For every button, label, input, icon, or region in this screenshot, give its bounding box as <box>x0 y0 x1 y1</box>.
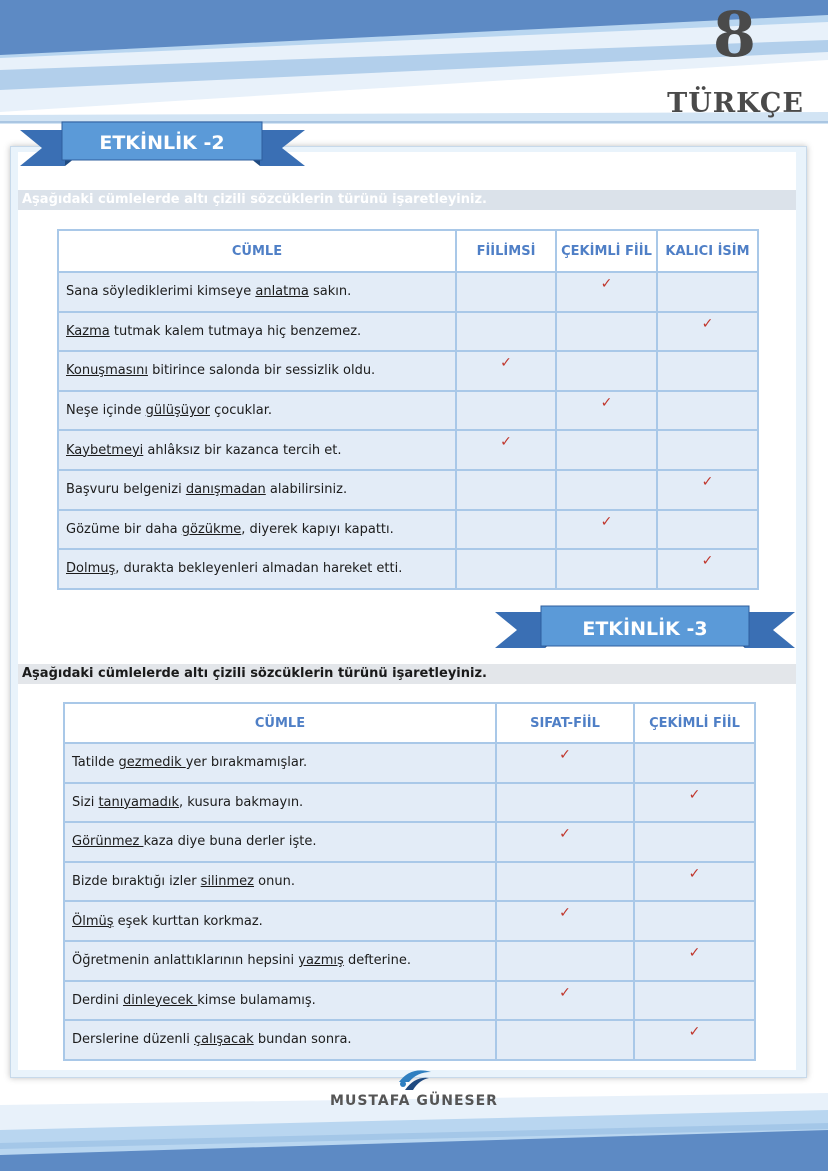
sentence-text: Sizi <box>72 794 99 810</box>
grade-number: 8 <box>712 0 756 71</box>
table-row <box>58 510 758 550</box>
answer-cell[interactable] <box>556 391 657 431</box>
underlined-word: tanıyamadık <box>98 794 180 810</box>
checkmark-icon: ✓ <box>688 1024 701 1041</box>
sentence-text: bundan sonra. <box>253 1032 352 1048</box>
checkmark-icon: ✓ <box>600 394 613 411</box>
answer-cell[interactable] <box>657 312 758 352</box>
checkmark-icon: ✓ <box>600 276 613 292</box>
table-row <box>64 1020 755 1060</box>
underlined-word: silinmez <box>200 874 255 890</box>
column-header-finite-verb: ÇEKİMLİ FİİL <box>634 703 755 743</box>
answer-cell[interactable] <box>456 391 556 431</box>
answer-cell[interactable] <box>496 981 634 1021</box>
checkmark-icon: ✓ <box>688 865 701 882</box>
sentence-cell <box>64 822 496 862</box>
table-row <box>58 312 758 352</box>
sentence-cell <box>64 783 496 823</box>
sentence-text: çocuklar. <box>209 403 272 419</box>
sentence-text: bitirince salonda bir sessizlik oldu. <box>147 363 376 379</box>
answer-cell[interactable] <box>556 272 657 312</box>
activity2-title: ETKİNLİK -2 <box>99 132 225 154</box>
sentence-text: , kusura bakmayın. <box>179 794 304 810</box>
activity3-title: ETKİNLİK -3 <box>582 618 708 640</box>
sentence-cell <box>58 430 456 470</box>
underlined-word: Kaybetmeyi <box>66 442 144 458</box>
answer-cell[interactable] <box>496 822 634 862</box>
answer-cell[interactable] <box>657 470 758 510</box>
sentence-text: Sana söylediklerimi kimseye <box>66 284 256 300</box>
underlined-word: Kazma <box>66 323 110 339</box>
underlined-word: Görünmez <box>72 834 144 850</box>
answer-cell[interactable] <box>634 981 755 1021</box>
sentence-cell <box>64 862 496 902</box>
sentence-text: defterine. <box>343 953 411 969</box>
column-header-permanent-noun: KALICI İSİM <box>657 230 758 272</box>
answer-cell[interactable] <box>556 510 657 550</box>
sentence-cell <box>58 391 456 431</box>
answer-cell[interactable] <box>657 430 758 470</box>
answer-cell[interactable] <box>496 901 634 941</box>
underlined-word: gözükme <box>181 521 242 537</box>
sentence-cell <box>58 470 456 510</box>
underlined-word: Dolmuş <box>66 561 116 577</box>
answer-cell[interactable] <box>634 743 755 783</box>
sentence-text: kimse bulamamış. <box>197 992 316 1008</box>
sentence-text: Tatilde <box>72 755 119 771</box>
answer-cell[interactable] <box>456 351 556 391</box>
brand-name: MUSTAFA GÜNESER <box>330 1093 498 1109</box>
underlined-word: yazmış <box>298 953 344 969</box>
checkmark-icon: ✓ <box>500 434 512 451</box>
answer-cell[interactable] <box>496 743 634 783</box>
answer-cell[interactable] <box>556 470 657 510</box>
checkmark-icon: ✓ <box>701 473 714 490</box>
underlined-word: danışmadan <box>185 482 266 498</box>
answer-cell[interactable] <box>556 351 657 391</box>
table-row <box>64 822 755 862</box>
answer-cell[interactable] <box>657 391 758 431</box>
sentence-text: Neşe içinde <box>66 403 146 419</box>
answer-cell[interactable] <box>456 470 556 510</box>
answer-cell[interactable] <box>456 549 556 589</box>
answer-cell[interactable] <box>556 430 657 470</box>
sentence-cell <box>58 351 456 391</box>
sentence-cell <box>58 312 456 352</box>
checkmark-icon: ✓ <box>559 984 571 1001</box>
underlined-word: Ölmüş <box>72 913 114 929</box>
table-row <box>58 272 758 312</box>
sentence-cell <box>64 743 496 783</box>
table-row <box>58 470 758 510</box>
checkmark-icon: ✓ <box>559 826 571 843</box>
sentence-cell <box>64 941 496 981</box>
sentence-text: eşek kurttan korkmaz. <box>113 913 263 929</box>
sentence-text: ahlâksız bir kazanca tercih et. <box>143 442 342 458</box>
answer-cell[interactable] <box>634 941 755 981</box>
answer-cell[interactable] <box>634 822 755 862</box>
table-row <box>64 862 755 902</box>
sentence-text: yer bırakmamışlar. <box>185 755 308 771</box>
checkmark-icon: ✓ <box>559 905 571 922</box>
sentence-cell <box>64 981 496 1021</box>
table-row <box>58 391 758 431</box>
sentence-text: onun. <box>254 874 295 890</box>
answer-cell[interactable] <box>456 312 556 352</box>
table-row <box>64 901 755 941</box>
sentence-text: alabilirsiniz. <box>265 482 348 498</box>
answer-cell[interactable] <box>657 272 758 312</box>
sentence-text: , durakta bekleyenleri almadan hareket etti. <box>115 561 403 577</box>
underlined-word: gezmedik <box>118 755 186 771</box>
answer-cell[interactable] <box>456 430 556 470</box>
answer-cell[interactable] <box>634 1020 755 1060</box>
table-row <box>58 351 758 391</box>
answer-cell[interactable] <box>657 549 758 589</box>
answer-cell[interactable] <box>634 783 755 823</box>
sentence-text: tutmak kalem tutmaya hiç benzemez. <box>109 323 362 339</box>
activity2-instruction: Aşağıdaki cümlelerde altı çizili sözcüklerin türünü işaretleyiniz. <box>18 190 796 210</box>
checkmark-icon: ✓ <box>559 747 571 763</box>
checkmark-icon: ✓ <box>701 315 714 332</box>
subject-title: TÜRKÇE <box>667 88 804 119</box>
activity3-instruction: Aşağıdaki cümlelerde altı çizili sözcüklerin türünü işaretleyiniz. <box>18 664 796 684</box>
answer-cell[interactable] <box>496 941 634 981</box>
sentence-text: Gözüme bir daha <box>66 521 182 537</box>
column-header-sentence: CÜMLE <box>64 703 496 743</box>
table-row <box>58 430 758 470</box>
sentence-cell <box>58 549 456 589</box>
sentence-text: Başvuru belgenizi <box>66 482 186 498</box>
sentence-text: Derdini <box>72 992 123 1008</box>
table-row <box>64 941 755 981</box>
sentence-cell <box>58 272 456 312</box>
table-row <box>64 743 755 783</box>
answer-cell[interactable] <box>556 312 657 352</box>
sentence-text: sakın. <box>308 284 352 300</box>
answer-cell[interactable] <box>634 901 755 941</box>
sentence-text: Derslerine düzenli <box>72 1032 194 1048</box>
answer-cell[interactable] <box>496 862 634 902</box>
column-header-sentence: CÜMLE <box>58 230 456 272</box>
checkmark-icon: ✓ <box>688 944 701 961</box>
underlined-word: anlatma <box>255 284 309 300</box>
sentence-cell <box>64 1020 496 1060</box>
table-row <box>58 549 758 589</box>
answer-cell[interactable] <box>556 549 657 589</box>
answer-cell[interactable] <box>496 1020 634 1060</box>
sentence-text: kaza diye buna derler işte. <box>143 834 317 850</box>
checkmark-icon: ✓ <box>701 553 714 570</box>
answer-cell[interactable] <box>456 510 556 550</box>
sentence-text: Öğretmenin anlattıklarının hepsini <box>72 953 299 969</box>
sentence-text: Bizde bıraktığı izler <box>72 874 201 890</box>
column-header-finite-verb: ÇEKİMLİ FİİL <box>556 230 657 272</box>
checkmark-icon: ✓ <box>500 355 512 372</box>
activity2-table <box>57 229 759 590</box>
underlined-word: dinleyecek <box>122 992 198 1008</box>
answer-cell[interactable] <box>456 272 556 312</box>
underlined-word: çalışacak <box>193 1032 254 1048</box>
column-header-verbal: FİİLİMSİ <box>456 230 556 272</box>
table-row <box>64 981 755 1021</box>
column-header-participle: SIFAT-FİİL <box>496 703 634 743</box>
underlined-word: Konuşmasını <box>66 363 148 379</box>
sentence-cell <box>58 510 456 550</box>
sentence-text: , diyerek kapıyı kapattı. <box>241 521 394 537</box>
activity3-table <box>63 702 756 1061</box>
checkmark-icon: ✓ <box>600 513 613 530</box>
answer-cell[interactable] <box>634 862 755 902</box>
answer-cell[interactable] <box>657 351 758 391</box>
answer-cell[interactable] <box>496 783 634 823</box>
checkmark-icon: ✓ <box>688 786 701 803</box>
underlined-word: gülüşüyor <box>145 403 210 419</box>
brand-logo-icon <box>395 1064 435 1094</box>
sentence-cell <box>64 901 496 941</box>
table-row <box>64 783 755 823</box>
answer-cell[interactable] <box>657 510 758 550</box>
